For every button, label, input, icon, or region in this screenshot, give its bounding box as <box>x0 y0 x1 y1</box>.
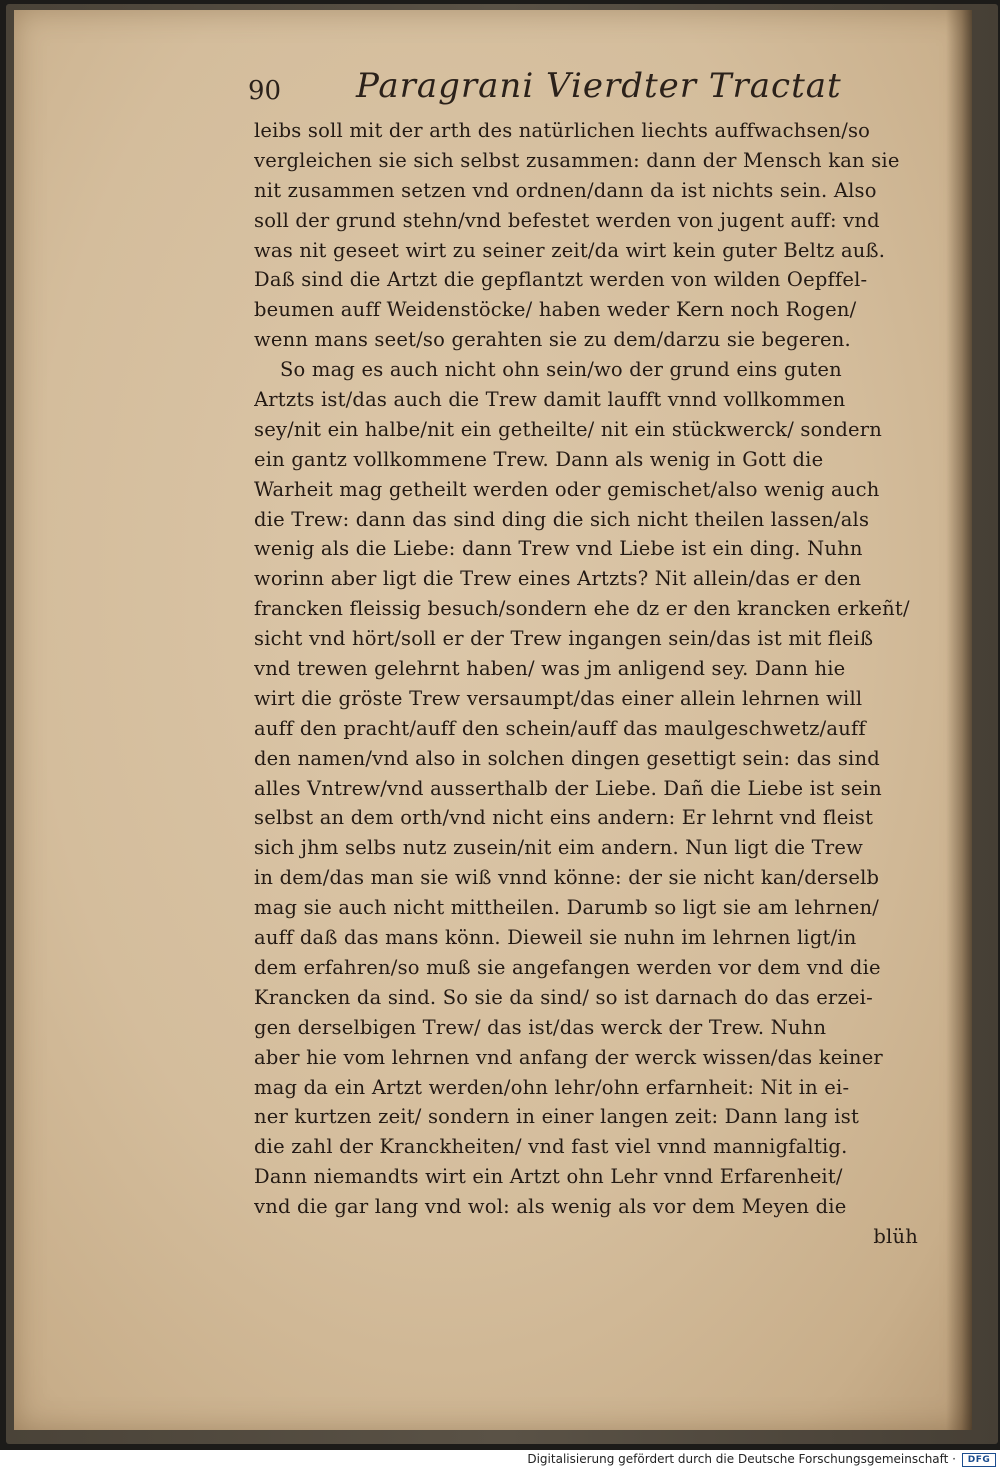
text-line: vergleichen sie sich selbst zusammen: dann der Mensch kan sie <box>254 148 900 172</box>
text-line: Daß sind die Artzt die gepflantzt werden von wilden Oepffel- <box>254 268 868 292</box>
text-line: die Trew: dann das sind ding die sich nicht theilen lassen/als <box>254 507 870 531</box>
text-line: sey/nit ein halbe/nit ein getheilte/ nit ein stückwerck/ sondern <box>254 417 883 441</box>
page-gutter-shadow <box>946 10 972 1430</box>
text-line: ner kurtzen zeit/ sondern in einer langen zeit: Dann lang ist <box>254 1105 859 1129</box>
funding-credit: Digitalisierung gefördert durch die Deutsche Forschungsgemeinschaft · <box>527 1452 956 1466</box>
text-line: leibs soll mit der arth des natürlichen liechts auffwachsen/so <box>254 119 871 142</box>
text-line: aber hie vom lehrnen vnd anfang der werck wissen/das keiner <box>254 1045 883 1069</box>
text-line: mag da ein Artzt werden/ohn lehr/ohn erfarnheit: Nit in ei- <box>254 1075 850 1099</box>
text-line: wenn mans seet/so gerahten sie zu dem/darzu sie begeren. <box>254 328 851 352</box>
text-line: sicht vnd hört/soll er der Trew ingangen sein/das ist mit fleiß <box>254 627 874 651</box>
text-line: gen derselbigen Trew/ das ist/das werck der Trew. Nuhn <box>254 1015 827 1039</box>
text-line: So mag es auch nicht ohn sein/wo der grund eins guten <box>280 358 842 382</box>
text-line: wenig als die Liebe: dann Trew vnd Liebe ist ein ding. Nuhn <box>254 537 863 561</box>
text-line: francken fleissig besuch/sondern ehe dz er den krancken erkeñt/ <box>254 597 910 621</box>
running-title: Paragrani Vierdter Tractat <box>356 66 842 106</box>
text-line: vnd trewen gelehrnt haben/ was jm anligend sey. Dann hie <box>254 657 846 681</box>
text-line: auff den pracht/auff den schein/auff das maulgeschwetz/auff <box>254 716 866 740</box>
page-number: 90 <box>248 76 282 106</box>
dfg-logo: DFG <box>962 1453 996 1467</box>
text-line: beumen auff Weidenstöcke/ haben weder Kern noch Rogen/ <box>254 298 857 322</box>
text-line: Warheit mag getheilt werden oder gemischet/also wenig auch <box>254 477 880 501</box>
page-header <box>248 62 842 112</box>
text-line: den namen/vnd also in solchen dingen gesettigt sein: das sind <box>254 746 880 770</box>
body-text <box>254 116 918 1252</box>
text-line: alles Vntrew/vnd ausserthalb der Liebe. Dañ die Liebe ist sein <box>254 776 882 800</box>
text-line: was nit geseet wirt zu seiner zeit/da wirt kein guter Beltz auß. <box>254 238 886 262</box>
text-line: Krancken da sind. So sie da sind/ so ist darnach do das erzei- <box>254 985 873 1009</box>
catchword: blüh <box>873 1224 918 1248</box>
text-line: ein gantz vollkommene Trew. Dann als wenig in Gott die <box>254 447 824 471</box>
text-line: worinn aber ligt die Trew eines Artzts? Nit allein/das er den <box>254 567 862 591</box>
text-line: selbst an dem orth/vnd nicht eins andern: Er lehrnt vnd fleist <box>254 806 874 830</box>
text-line: Dann niemandts wirt ein Artzt ohn Lehr vnnd Erfarenheit/ <box>254 1165 843 1189</box>
text-line: vnd die gar lang vnd wol: als wenig als vor dem Meyen die <box>254 1195 847 1219</box>
text-line: dem erfahren/so muß sie angefangen werden vor dem vnd die <box>254 955 881 979</box>
text-line: auff daß das mans könn. Dieweil sie nuhn im lehrnen ligt/in <box>254 926 857 950</box>
text-line: nit zusammen setzen vnd ordnen/dann da ist nichts sein. Also <box>254 178 877 202</box>
text-line: die zahl der Kranckheiten/ vnd fast viel vnnd mannigfaltig. <box>254 1135 848 1159</box>
text-line: in dem/das man sie wiß vnnd könne: der sie nicht kan/derselb <box>254 866 880 890</box>
text-line: wirt die gröste Trew versaumpt/das einer allein lehrnen will <box>254 686 863 710</box>
text-line: mag sie auch nicht mittheilen. Darumb so ligt sie am lehrnen/ <box>254 896 880 920</box>
text-line: soll der grund stehn/vnd befestet werden von jugent auff: vnd <box>254 208 880 232</box>
text-line: Artzts ist/das auch die Trew damit laufft vnnd vollkommen <box>254 388 846 412</box>
text-line: sich jhm selbs nutz zusein/nit eim andern. Nun ligt die Trew <box>254 836 864 860</box>
digitization-footer <box>0 1450 1000 1470</box>
